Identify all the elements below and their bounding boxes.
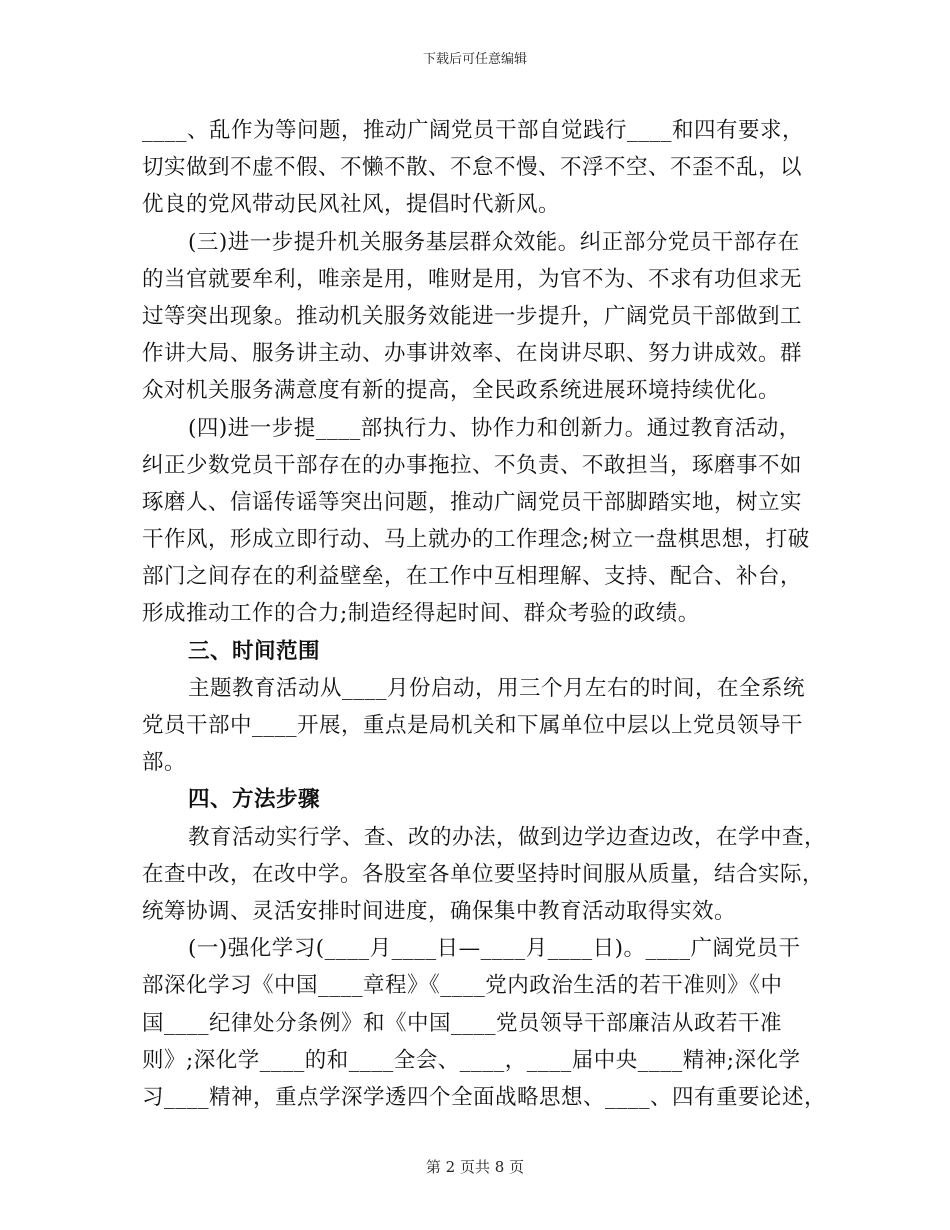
text-line: 众对机关服务满意度有新的提高，全民政系统进展环境持续优化。 xyxy=(142,378,781,404)
text-line: 统筹协调、灵活安排时间进度，确保集中教育活动取得实效。 xyxy=(142,898,737,924)
text-line: 切实做到不虚不假、不懒不散、不怠不慢、不浮不空、不歪不乱，以 xyxy=(142,155,803,181)
paragraph-start-line: (三)进一步提升机关服务基层群众效能。纠正部分党员干部存在 xyxy=(188,229,800,255)
text-line: 作讲大局、服务讲主动、办事讲效率、在岗讲尽职、努力讲成效。群 xyxy=(142,341,803,367)
text-line: 形成推动工作的合力;制造经得起时间、群众考验的政绩。 xyxy=(142,601,700,627)
paragraph-start-line: (四)进一步提____部执行力、协作力和创新力。通过教育活动， xyxy=(188,415,801,441)
document-body xyxy=(142,112,827,1116)
text-line: 纠正少数党员干部存在的办事拖拉、不负责、不敢担当，琢磨事不如 xyxy=(142,452,803,478)
text-line: 则》;深化学____的和____全会、____，____届中央____精神;深化学 xyxy=(142,1047,801,1073)
paragraph-start-line: 主题教育活动从____月份启动，用三个月左右的时间，在全系统 xyxy=(188,675,806,701)
text-line: 过等突出现象。推动机关服务效能进一步提升，广阔党员干部做到工 xyxy=(142,303,803,329)
text-line: 部门之间存在的利益壁垒，在工作中互相理解、支持、配合、补台， xyxy=(142,564,803,590)
section-heading: 三、时间范围 xyxy=(188,638,321,664)
text-line: 部。 xyxy=(142,750,187,776)
text-line: 国____纪律处分条例》和《中国____党员领导干部廉洁从政若干准 xyxy=(142,1010,783,1036)
text-line: 琢磨人、信谣传谣等突出问题，推动广阔党员干部脚踏实地，树立实 xyxy=(142,489,803,515)
text-line: 优良的党风带动民风社风，提倡时代新风。 xyxy=(142,192,561,218)
paragraph-start-line: (一)强化学习(____月____日—____月____日)。____广阔党员干 xyxy=(188,936,801,962)
text-line: 在查中改，在改中学。各股室各单位要坚持时间服从质量，结合实际， xyxy=(142,861,825,887)
paragraph-start-line: 教育活动实行学、查、改的办法，做到边学边查边改，在学中查， xyxy=(188,824,827,850)
text-line: 干作风，形成立即行动、马上就办的工作理念;树立一盘棋思想，打破 xyxy=(142,527,810,553)
text-line: 的当官就要牟利，唯亲是用，唯财是用，为官不为、不求有功但求无 xyxy=(142,266,803,292)
text-line: ____、乱作为等问题，推动广阔党员干部自觉践行____和四有要求， xyxy=(142,118,805,143)
section-heading: 四、方法步骤 xyxy=(188,787,321,813)
text-line: 部深化学习《中国____章程》《____党内政治生活的若干准则》《中 xyxy=(142,973,783,999)
page-footer: 第 2 页共 8 页 xyxy=(425,1158,525,1176)
text-line: 党员干部中____开展，重点是局机关和下属单位中层以上党员领导干 xyxy=(142,713,804,738)
page-header: 下载后可任意编辑 xyxy=(422,52,527,67)
text-line: 习____精神，重点学深学透四个全面战略思想、____、四有重要论述， xyxy=(142,1084,827,1110)
